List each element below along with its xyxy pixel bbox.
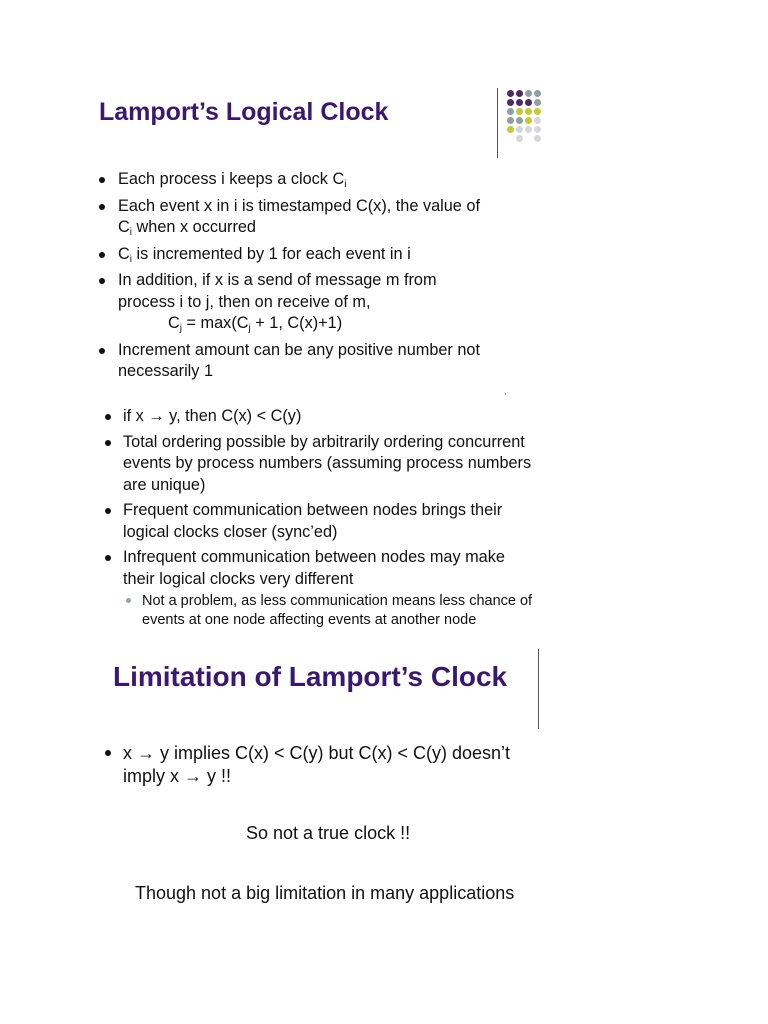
stray-mark: '	[505, 392, 507, 401]
slide1-title: Lamport’s Logical Clock	[99, 98, 389, 126]
slide3-bullet-list	[104, 742, 550, 788]
max-formula: $C_j = \max(C_j + 1$, C(x)+1)	[168, 314, 343, 334]
slide2-bullet-1: if x → y, then C(x) < C(y)	[104, 406, 536, 428]
slide2-bullet-list	[104, 406, 536, 630]
slide1-divider-line	[497, 88, 498, 158]
limitation-note-text: Though not a big limitation in many applications	[135, 883, 515, 903]
slide2-bullet-4: Infrequent communication between nodes may make their logical clocks very different Not a problem, as less communication means less chance of events at one node affecting events at another node	[104, 547, 536, 630]
slide2-bullet-2: Total ordering possible by arbitrarily ordering concurrent events by process numbers (assuming process numbers are unique)	[104, 432, 536, 497]
not-true-clock-text: So not a true clock !!	[246, 823, 411, 843]
slide3-bullet: x → y implies C(x) < C(y) but C(x) < C(y) doesn’t imply x → y !!	[104, 742, 550, 788]
slide1-bullet-4: In addition, if x is a send of message m from process i to j, then on receive of m, $C_j = \max(C_j + 1$, C(x)+1)	[98, 270, 538, 340]
slide3-title: Limitation of Lamport’s Clock	[113, 661, 508, 692]
slide2-bullet-3: Frequent communication between nodes brings their logical clocks closer (sync’ed)	[104, 500, 536, 543]
slide1-bullet-3: $C_i$ is incremented by 1 for each event in i	[98, 244, 538, 271]
slide1-bullet-5: Increment amount can be any positive number not necessarily 1	[98, 340, 538, 383]
slide1-bullet-2: Each event x in i is timestamped C(x), the value of $C_i$ when x occurred	[98, 196, 538, 244]
slide1-bullet-1: Each process i keeps a clock $C_i$	[98, 169, 538, 196]
slide2-sub-list	[123, 592, 536, 630]
slide2-sub-bullet: Not a problem, as less communication means less chance of events at one node affecting events at another node	[123, 592, 536, 630]
slide1-bullet-list	[98, 169, 538, 383]
slide3-divider-line	[538, 649, 539, 729]
